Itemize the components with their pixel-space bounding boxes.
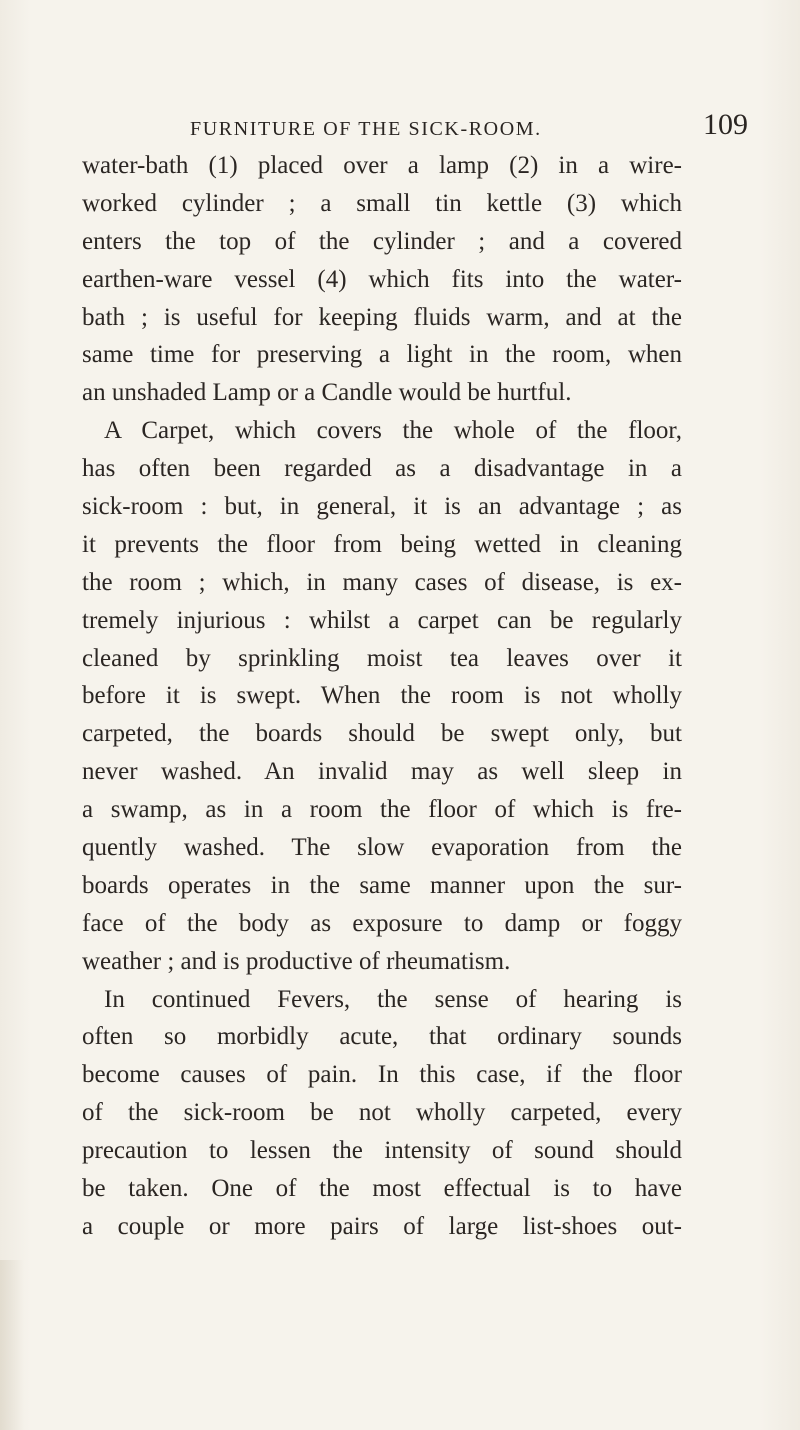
paragraph-start-line: In continued Fevers, the sense of hearing is xyxy=(104,985,682,1013)
text-line: bath ; is useful for keeping fluids warm, and at the xyxy=(82,303,682,331)
running-head-title: FURNITURE OF THE SICK-ROOM. xyxy=(190,118,542,140)
text-line: before it is swept. When the room is not wholly xyxy=(82,682,682,710)
text-line: a swamp, as in a room the floor of which is fre- xyxy=(82,796,682,824)
text-line: worked cylinder ; a small tin kettle (3) which xyxy=(82,189,682,217)
text-line: enters the top of the cylinder ; and a covered xyxy=(82,227,682,255)
text-line: of the sick-room be not wholly carpeted, every xyxy=(82,1099,682,1127)
text-line: has often been regarded as a disadvantage in a xyxy=(82,455,682,483)
text-line: an unshaded Lamp or a Candle would be hurtful. xyxy=(82,379,572,407)
text-line: earthen-ware vessel (4) which fits into the water- xyxy=(82,265,682,293)
text-line: be taken. One of the most effectual is to have xyxy=(82,1175,682,1203)
text-line: sick-room : but, in general, it is an advantage ; as xyxy=(82,493,682,521)
text-line: never washed. An invalid may as well sleep in xyxy=(82,758,682,786)
text-line: boards operates in the same manner upon the sur- xyxy=(82,871,682,899)
text-line: become causes of pain. In this case, if the floor xyxy=(82,1061,682,1089)
text-line: same time for preserving a light in the room, when xyxy=(82,341,682,369)
text-line: precaution to lessen the intensity of sound should xyxy=(82,1137,682,1165)
paragraph-start-line: A Carpet, which covers the whole of the floor, xyxy=(104,417,682,445)
text-line: cleaned by sprinkling moist tea leaves over it xyxy=(82,644,682,672)
text-line: tremely injurious : whilst a carpet can be regularly xyxy=(82,606,682,634)
page-number: 109 xyxy=(703,108,748,141)
text-line: a couple or more pairs of large list-shoes out- xyxy=(82,1212,682,1240)
page-edge-shadow xyxy=(0,1260,24,1430)
text-line: quently washed. The slow evaporation from the xyxy=(82,834,682,862)
text-line: often so morbidly acute, that ordinary sounds xyxy=(82,1023,682,1051)
text-line: it prevents the floor from being wetted in cleaning xyxy=(82,530,682,558)
text-line: water-bath (1) placed over a lamp (2) in a wire- xyxy=(82,152,682,179)
text-line: the room ; which, in many cases of disease, is ex- xyxy=(82,568,682,596)
text-line: weather ; and is productive of rheumatism. xyxy=(82,947,511,975)
text-line: carpeted, the boards should be swept only, but xyxy=(82,720,682,748)
text-line: face of the body as exposure to damp or foggy xyxy=(82,909,682,937)
running-head xyxy=(0,108,800,148)
body-text xyxy=(82,147,682,1246)
